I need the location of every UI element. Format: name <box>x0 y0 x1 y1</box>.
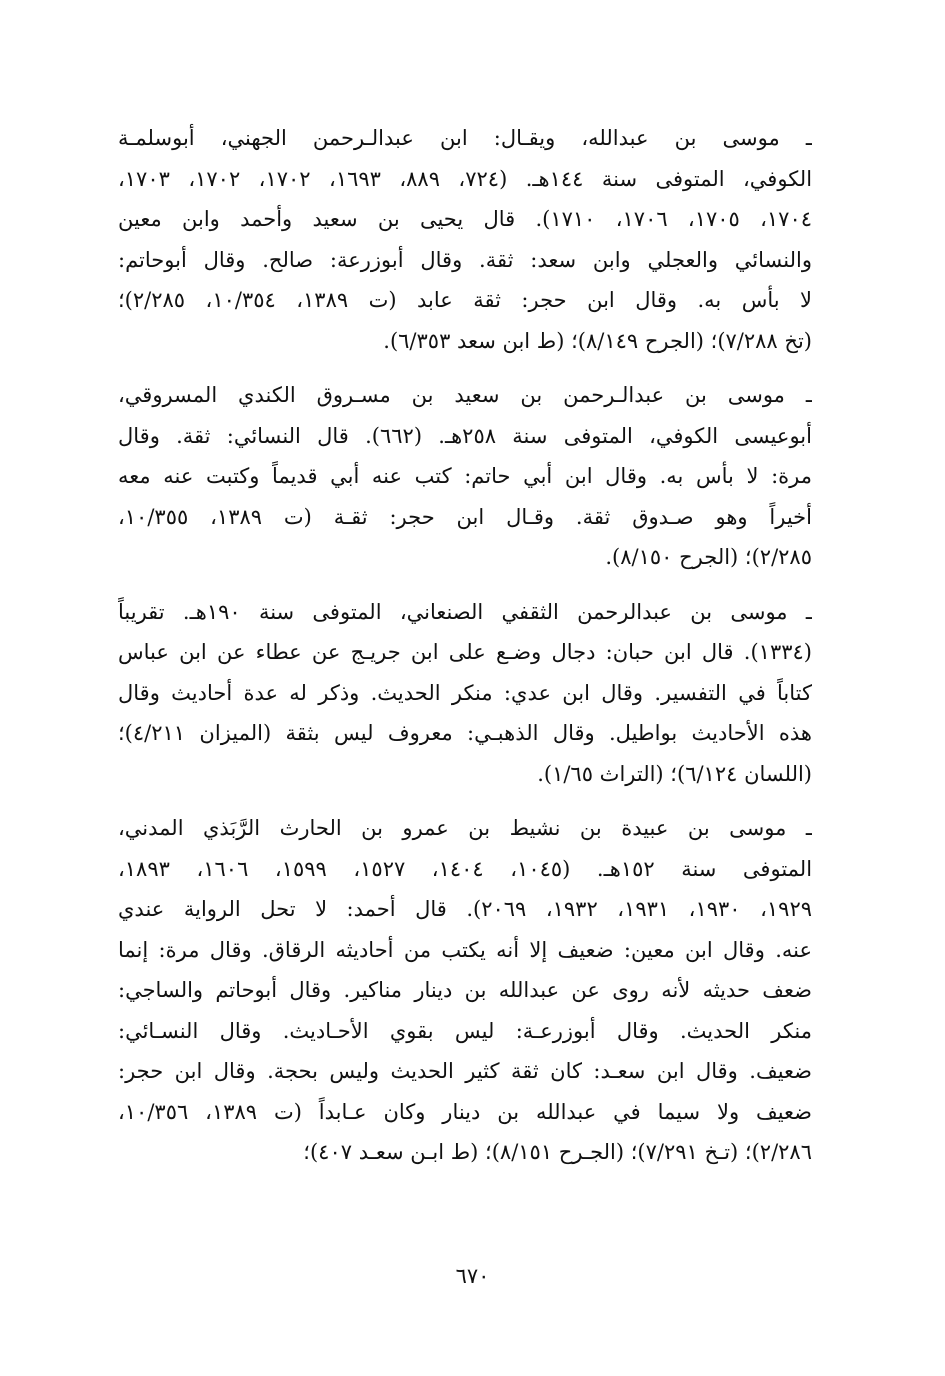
entry-text-line: ـ موسى بن عبدالله، ويقـال: ابن عبدالـرحمن الجهني، أبوسلمـة <box>118 126 812 150</box>
entry-text-line: ـ موسى بن عبيدة بن نشيط بن عمرو بن الحارث الرَّبَذي المدني، <box>118 816 812 840</box>
page-number: ٦٧٠ <box>455 1264 490 1288</box>
entry-text-line: لا بأس به. وقال ابن حجر: ثقة عابد (ت ١٣٨٩، ١٠/٣٥٤، ٢/٢٨٥)؛ <box>118 288 812 312</box>
entry-text-line: المتوفى سنة ١٥٢هـ. (١٠٤٥، ١٤٠٤، ١٥٢٧، ١٥٩٩، ١٦٠٦، ١٨٩٣، <box>118 856 812 881</box>
entry-text-line: (١٣٣٤). قال ابن حبان: دجال وضـع على ابن جريـج عن عطاء عن ابن عباس <box>118 640 812 664</box>
narrator-entry <box>118 592 812 795</box>
entries-list <box>118 118 812 1187</box>
entry-text-line: (تخ ٧/٢٨٨)؛ (الجرح ٨/١٤٩)؛ (ط ابن سعد ٦/٣٥٣). <box>383 328 812 353</box>
entry-text-line: ضعيف. وقال ابن سعـد: كان ثقة كثير الحديث وليس بحجة. وقال ابن حجر: <box>118 1059 812 1083</box>
entry-text-line: هذه الأحاديث بواطيل. وقال الذهبـي: معروف ليس بثقة (الميزان ٤/٢١١)؛ <box>118 721 812 745</box>
entry-text-line: ضعيف ولا سيما في عبدالله بن دينار وكان عـابداً (ت ١٣٨٩، ١٠/٣٥٦، <box>118 1099 812 1124</box>
entry-text-line: ٢/٢٨٦)؛ (تـخ ٧/٢٩١)؛ (الجـرح ٨/١٥١)؛ (ط ابـن سعـد ٤٠٧)؛ <box>303 1140 812 1164</box>
entry-text-line: مرة: لا بأس به. وقال ابن أبي حاتم: كتب عنه أبي قديماً وكتبت عنه معه <box>118 464 812 488</box>
entry-text-line: عنه. وقال ابن معين: ضعيف إلا أنه يكتب من أحاديثه الرقاق. وقال مرة: إنما <box>118 937 812 962</box>
entry-text-line: ـ موسى بن عبدالرحمن الثقفي الصنعاني، المتوفى سنة ١٩٠هـ. تقريباً <box>118 599 812 624</box>
entry-text-line: أخيراً وهو صـدوق ثقة. وقـال ابن حجر: ثقـة (ت ١٣٨٩، ١٠/٣٥٥، <box>118 504 812 529</box>
entry-text-line: ١٩٢٩، ١٩٣٠، ١٩٣١، ١٩٣٢، ٢٠٦٩). قال أحمد: لا تحل الرواية عندي <box>118 897 812 921</box>
entry-text-line: الكوفي، المتوفى سنة ١٤٤هـ. (٧٢٤، ٨٨٩، ١٦٩٣، ١٧٠٢، ١٧٠٢، ١٧٠٣، <box>118 166 812 191</box>
narrator-entry <box>118 118 812 361</box>
entry-text-line: ـ موسى بن عبدالـرحمن بن سعيد بن مسـروق الكندي المسروقي، <box>118 383 812 407</box>
narrator-entry <box>118 808 812 1173</box>
entry-text-line: ضعف حديثه لأنه روى عن عبدالله بن دينار مناكير. وقال أبوحاتم والساجي: <box>118 978 812 1002</box>
entry-text-line: أبوعيسى الكوفي، المتوفى سنة ٢٥٨هـ. (٦٦٢). قال النسائي: ثقة. وقال <box>118 423 812 448</box>
entry-text-line: والنسائي والعجلي وابن سعد: ثقة. وقال أبوزرعة: صالح. وقال أبوحاتم: <box>118 247 812 272</box>
narrator-entry <box>118 375 812 578</box>
entry-text-line: منكر الحديث. وقال أبوزرعـة: ليس بقوي الأحـاديث. وقال النسـائي: <box>118 1018 812 1043</box>
entry-text-line: ١٧٠٤، ١٧٠٥، ١٧٠٦، ١٧١٠). قال يحيى بن سعيد وأحمد وابن معين <box>118 207 812 231</box>
entry-text-line: (اللسان ٦/١٢٤)؛ (التراث ١/٦٥). <box>537 761 812 786</box>
entry-text-line: كتاباً في التفسير. وقال ابن عدي: منكر الحديث. وذكر له عدة أحاديث وقال <box>118 680 812 705</box>
entry-text-line: ٢/٢٨٥)؛ (الجرح ٨/١٥٠). <box>605 545 812 569</box>
